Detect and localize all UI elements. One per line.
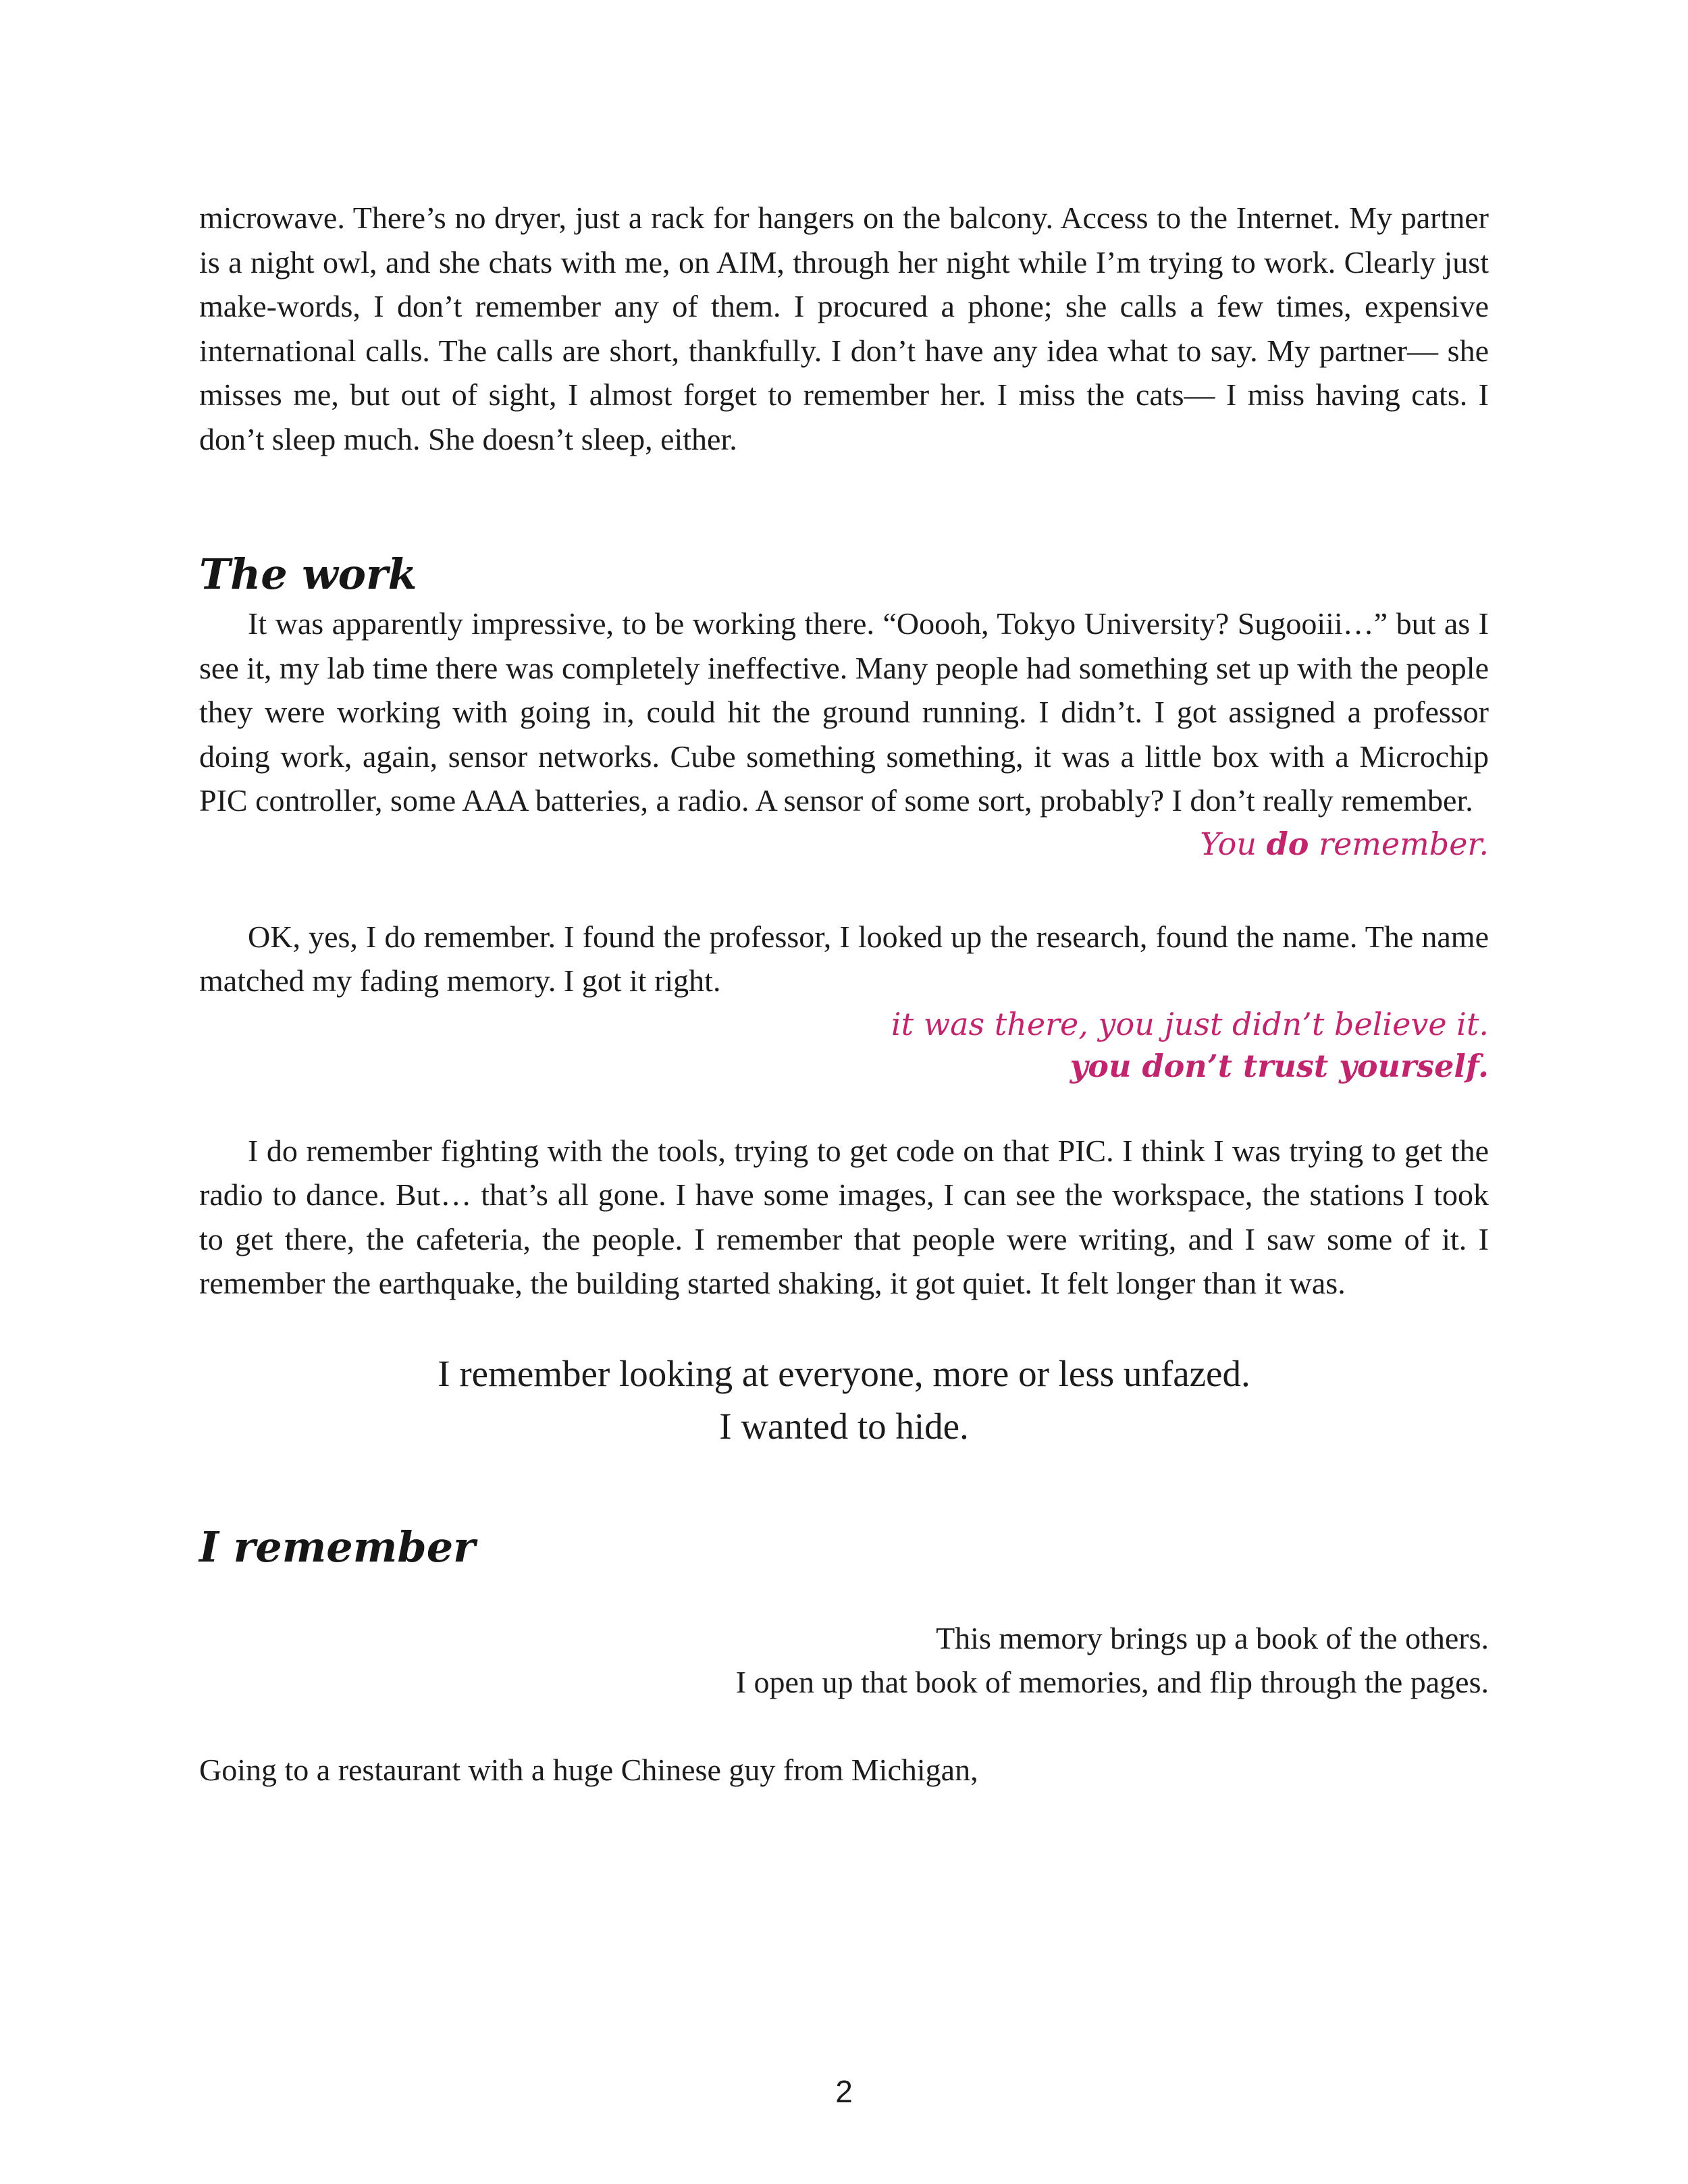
right-aligned-line-1: This memory brings up a book of the others. [936,1620,1489,1655]
inner-voice-after: remember. [1309,825,1489,862]
spacer [199,461,1489,548]
inner-voice-you-do-remember [199,823,1489,865]
right-aligned-line-2: I open up that book of memories, and flip through the pages. [735,1665,1489,1699]
centered-line-2: I wanted to hide. [719,1405,969,1447]
spacer [199,1705,1489,1748]
intro-paragraph: microwave. There’s no dryer, just a rack for hangers on the balcony. Access to the Internet. My partner is a night owl, and she chats with me, on AIM, through her night while I’m trying to work. Clearly just make-words, I don’t remember any of them. I procured a phone; she calls a few times, expensive international calls. The calls are short, thankfully. I don’t have any idea what to say. My partner— she misses me, but out of sight, I almost forget to remember her. I miss the cats— I miss having cats. I don’t sleep much. She doesn’t sleep, either. [199,201,1489,456]
inner-voice-it-was-there: it was there, you just didn’t believe it. [891,1005,1489,1042]
spacer [199,865,1489,915]
centered-line-1: I remember looking at everyone, more or less unfazed. [438,1352,1250,1394]
work-paragraph-3: I do remember fighting with the tools, trying to get code on that PIC. I think I was trying to get the radio to dance. But… that’s all gone. I have some images, I can see the workspace, the stations I took to get there, the cafeteria, the people. I remember that people were writing, and I saw some of it. I remember the earthquake, the building started shaking, it got quiet. It felt longer than it was. [199,1133,1489,1300]
spacer [199,1306,1489,1348]
remember-paragraph-1: Going to a restaurant with a huge Chinese guy from Michigan, [199,1752,978,1787]
inner-voice-emphasis: do [1266,825,1309,862]
inner-voice-before: You [1200,825,1267,862]
spacer [199,1087,1489,1129]
document-page [199,196,1489,1792]
page-number: 2 [835,2074,853,2109]
section-heading-i-remember: I remember [199,1522,475,1572]
section-heading-the-work: The work [199,550,417,599]
spacer [199,1453,1489,1520]
work-paragraph-2: OK, yes, I do remember. I found the professor, I looked up the research, found the name. The name matched my fading memory. I got it right. [199,919,1489,998]
spacer [199,1574,1489,1616]
work-paragraph-1: It was apparently impressive, to be working there. “Ooooh, Tokyo University? Sugooiii…” but as I see it, my lab time there was completely ineffective. Many people had something set up with the people they were working with going in, could hit the ground running. I didn’t. I got assigned a professor doing work, again, sensor networks. Cube something something, it was a little box with a Microchip PIC controller, some AAA batteries, a radio. A sensor of some sort, probably? I don’t really remember. [199,606,1489,818]
inner-voice-trust-yourself: you don’t trust yourself. [1070,1047,1489,1084]
